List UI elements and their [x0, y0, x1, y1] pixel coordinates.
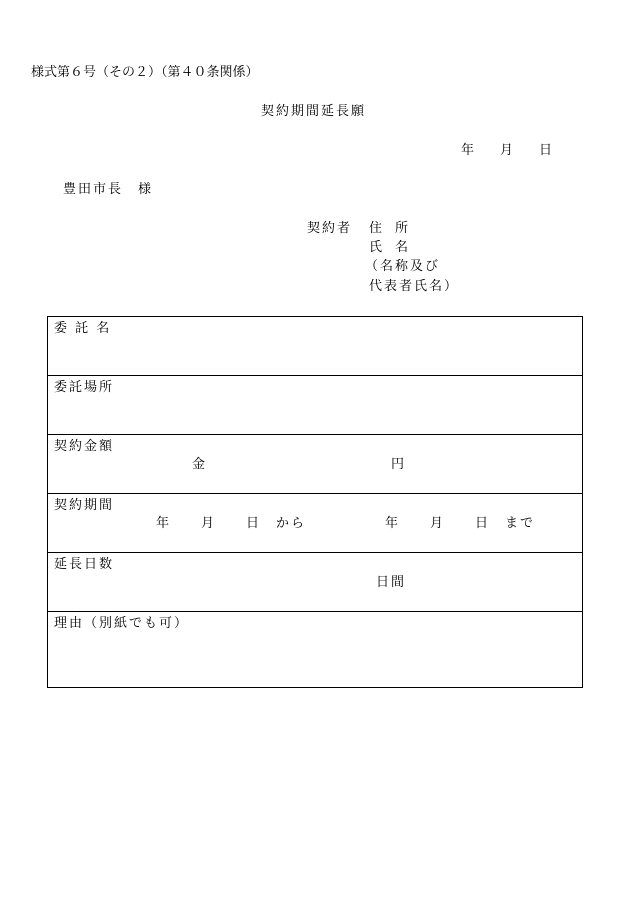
contract-amount-label: 契約金額	[54, 439, 115, 454]
date-line: 年 月 日	[461, 143, 553, 158]
contract-extension-table	[47, 316, 583, 688]
table-row-extension-days	[48, 553, 582, 612]
period-to: 年 月 日 まで	[385, 516, 536, 531]
table-row-contract-name	[48, 317, 582, 376]
table-row-contract-location	[48, 376, 582, 435]
document-title: 契約期間延長願	[261, 104, 367, 119]
contractor-label: 契約者	[307, 221, 353, 236]
table-row-reason	[48, 612, 582, 687]
contract-location-label: 委託場所	[54, 380, 115, 395]
name-label: 氏 名	[369, 240, 409, 255]
extension-days-unit: 日間	[376, 575, 407, 590]
recipient: 豊田市長 様	[63, 182, 154, 197]
contract-period-label: 契約期間	[54, 498, 115, 513]
entity-note-line1: （名称及び	[365, 259, 441, 274]
address-label: 住 所	[369, 221, 409, 236]
form-number: 様式第６号（その２）（第４０条関係）	[31, 65, 259, 80]
entity-note-line2: 代表者氏名）	[369, 279, 460, 294]
amount-prefix: 金	[192, 457, 208, 472]
amount-suffix: 円	[391, 457, 407, 472]
reason-label: 理由（別紙でも可）	[54, 616, 190, 631]
contract-name-label: 委 託 名	[54, 321, 112, 336]
extension-days-label: 延長日数	[54, 557, 115, 572]
table-row-contract-amount	[48, 435, 582, 494]
table-row-contract-period	[48, 494, 582, 553]
period-from: 年 月 日 から	[156, 516, 307, 531]
